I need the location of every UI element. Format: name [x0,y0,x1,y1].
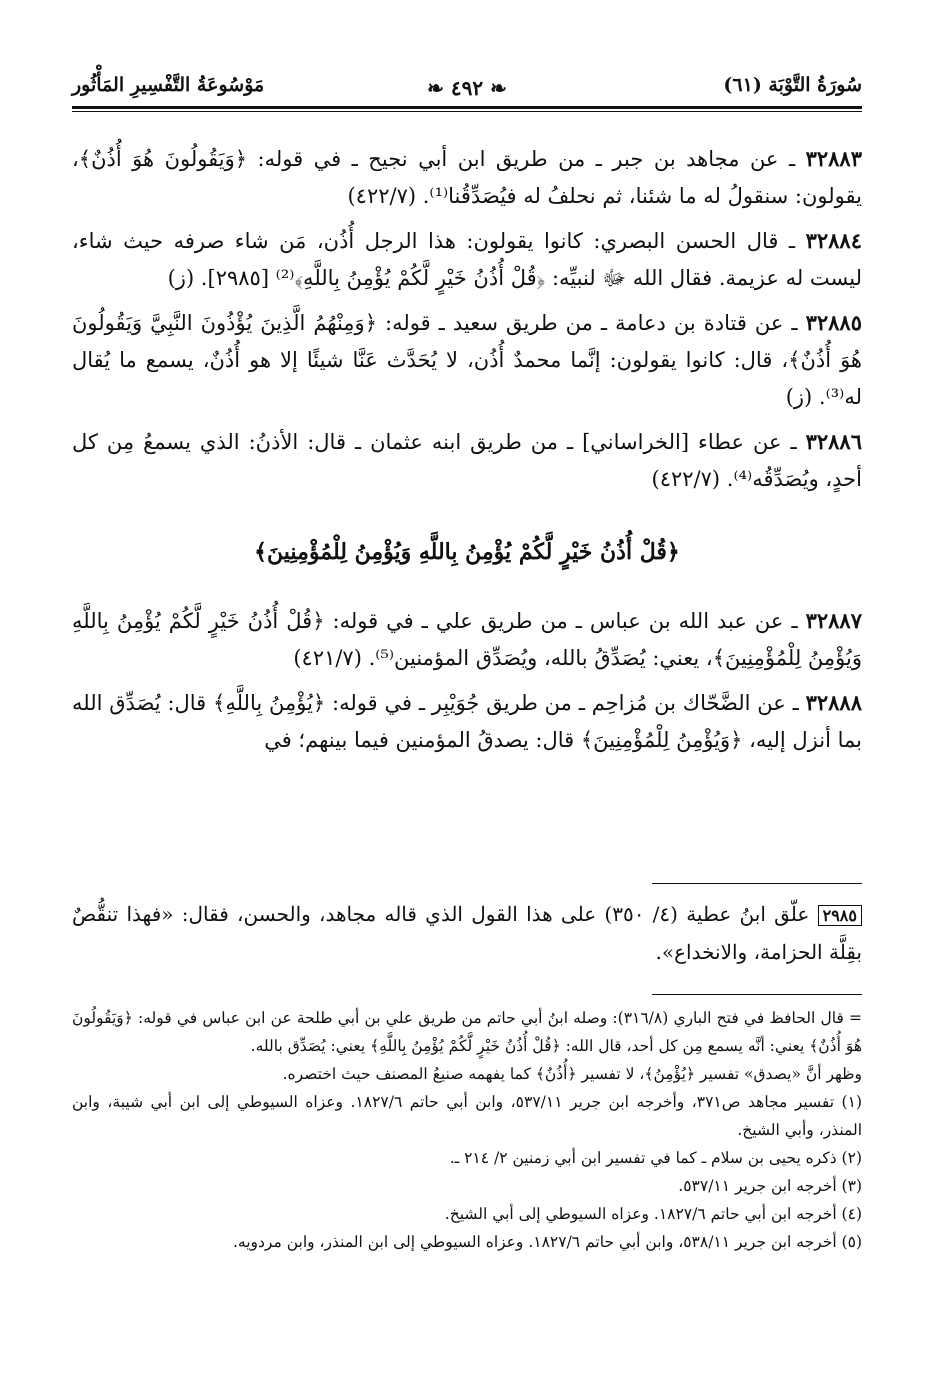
footnote-item: (٣) أخرجه ابن جرير ٥٣٧/١١. [678,1177,862,1195]
surah-title: سُورَةُ التَّوْبَة (٦١) [723,74,862,96]
athar-paragraph [72,423,862,498]
footnote-item: وظهر أنَّ «يصدق» تفسير ﴿يُؤْمِنُ﴾، لا تفسير ﴿أُذُنٌ﴾ كما يفهمه صنيعُ المصنف حيث اختصره. [282,1065,862,1083]
athar-text: ـ قال الحسن البصري: كانوا يقولون: هذا الرجل أُذُن، مَن شاء صرفه حيث شاء، ليست له عزيمة. فقال الله ﷻ لنبيِّه: ﴿قُلْ أُذُنُ خَيْرٍ لَّكُمْ يُؤْمِنُ بِاللَّهِ﴾⁽²⁾ [٢٩٨٥]. (ز) [72,229,862,290]
page-number: ❧ ٤٩٢ ❧ [427,76,507,100]
header-rule-thin [72,111,862,112]
footnotes [72,1004,862,1256]
page-header [72,66,862,112]
footnote-item: = قال الحافظ في فتح الباري (٣١٦/٨): وصله ابنُ أبي حاتم من طريق علي بن أبي طلحة عن ابن عباس في قوله: ﴿وَيَقُولُونَ هُوَ أُذُنٌ﴾ يعني: أنَّه يسمع مِن كل أحد، قال الله: ﴿قُلْ أُذُنُ خَيْرٍ لَّكُمْ يُؤْمِنُ بِاللَّهِ﴾ يعني: يُصَدِّق بالله. [72,1009,862,1055]
commentary-note [72,896,862,970]
athar-paragraph [72,140,862,215]
header-rule [72,106,862,109]
footnote-item: (٥) أخرجه ابن جرير ٥٣٨/١١، وابن أبي حاتم ١٨٢٧/٦. وعزاه السيوطي إلى ابن المنذر، وابن مردويه. [232,1233,862,1251]
athar-text: ـ عن الضَّحّاك بن مُزاحِم ـ من طريق جُوَيْبِر ـ في قوله: ﴿يُؤْمِنُ بِاللَّهِ﴾ قال: يُصَدِّق الله بما أنزل إليه، ﴿وَيُؤْمِنُ لِلْمُؤْمِنِينَ﴾ قال: يصدقُ المؤمنين فيما بينهم؛ في [72,691,862,752]
athar-text: ـ عن عبد الله بن عباس ـ من طريق علي ـ في قوله: ﴿قُلْ أُذُنُ خَيْرٍ لَّكُمْ يُؤْمِنُ بِاللَّهِ وَيُؤْمِنُ لِلْمُؤْمِنِينَ﴾، يعني: يُصَدِّقُ بالله، ويُصَدِّق المؤمنين⁽⁵⁾. (٤٢١/٧) [72,609,862,670]
book-title: مَوْسُوعَةُ التَّفْسِيرِ المَأْثُور [72,74,265,96]
page-number-value: ٤٩٢ [450,76,484,100]
athar-paragraph [72,222,862,297]
footnote-item: (٢) ذكره يحيى بن سلام ـ كما في تفسير ابن أبي زمنين ٢/ ٢١٤ ـ. [449,1149,862,1167]
footnote-item: (٤) أخرجه ابن أبي حاتم ١٨٢٧/٦. وعزاه السيوطي إلى أبي الشيخ. [444,1205,862,1223]
main-text [72,140,862,766]
athar-number: ٣٢٨٨٤ [805,228,862,253]
note-separator [652,883,862,884]
athar-paragraph [72,304,862,416]
athar-paragraph [72,684,862,759]
athar-number: ٣٢٨٨٧ [805,608,862,633]
footnote-separator [652,994,862,995]
athar-paragraph [72,602,862,677]
note-number-box: ٢٩٨٥ [818,905,862,926]
athar-text: ـ عن قتادة بن دعامة ـ من طريق سعيد ـ قوله: ﴿وَمِنْهُمُ الَّذِينَ يُؤْذُونَ النَّبِيَّ وَيَقُولُونَ هُوَ أُذُنٌ﴾، قال: كانوا يقولون: إنَّما محمدٌ أُذُن، لا يُحَدَّث عَنَّا شيئًا إلا هو أُذُنٌ، يسمع ما يُقال له⁽³⁾. (ز) [72,311,862,409]
footnote-item: (١) تفسير مجاهد ص٣٧١، وأخرجه ابن جرير ٥٣٧/١١، وابن أبي حاتم ١٨٢٧/٦. وعزاه السيوطي إلى ابن أبي شيبة، وابن المنذر، وأبي الشيخ. [72,1093,862,1139]
athar-number: ٣٢٨٨٥ [805,310,862,335]
ayah-heading: ﴿قُلْ أُذُنُ خَيْرٍ لَّكُمْ يُؤْمِنُ بِاللَّهِ وَيُؤْمِنُ لِلْمُؤْمِنِينَ﴾ [254,539,680,565]
athar-number: ٣٢٨٨٣ [805,146,862,171]
athar-number: ٣٢٨٨٨ [805,690,862,715]
athar-number: ٣٢٨٨٦ [805,429,862,454]
note-text: علّق ابنُ عطية (٤/ ٣٥٠) على هذا القول الذي قاله مجاهد، والحسن، فقال: «فهذا تنقُّصٌ بقِلَّة الحزامة، والانخداع». [72,902,862,964]
athar-text: ـ عن عطاء [الخراساني] ـ من طريق ابنه عثمان ـ قال: الأذنُ: الذي يسمعُ مِن كل أحدٍ، ويُصَدِّقُه⁽⁴⁾. (٤٢٢/٧) [72,430,862,491]
athar-text: ـ عن مجاهد بن جبر ـ من طريق ابن أبي نجيح ـ في قوله: ﴿وَيَقُولُونَ هُوَ أُذُنٌ﴾، يقولون: سنقولُ له ما شئنا، ثم نحلفُ له فيُصَدِّقُنا⁽¹⁾. (٤٢٢/٧) [72,147,862,208]
